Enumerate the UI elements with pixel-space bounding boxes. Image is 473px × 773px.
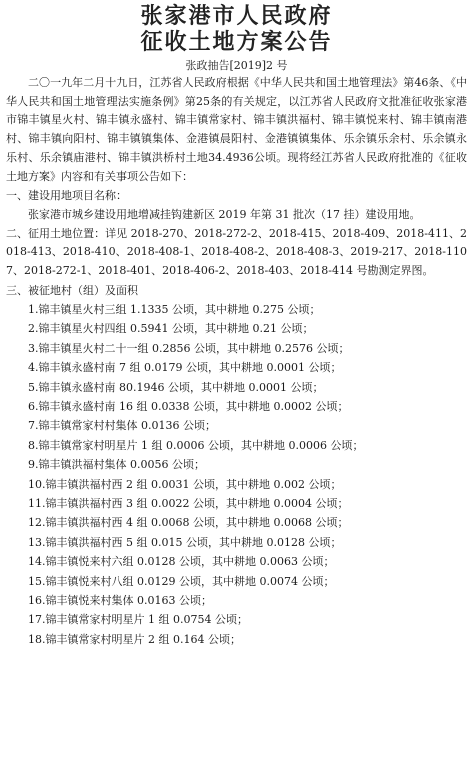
section-1-heading: 一、建设用地项目名称：	[6, 189, 127, 203]
parcel-list	[6, 300, 467, 649]
list-item: 17.锦丰镇常家村明星片 1 组 0.0754 公顷；	[28, 613, 248, 627]
section-3-heading: 三、被征地村（组）及面积	[6, 283, 138, 297]
list-item: 1.锦丰镇星火村三组 1.1335 公顷，其中耕地 0.275 公顷；	[28, 302, 321, 316]
list-item: 9.锦丰镇洪福村集体 0.0056 公顷；	[28, 458, 205, 472]
page-title-line1: 张家港市人民政府	[140, 4, 333, 29]
list-item: 8.锦丰镇常家村明星片 1 组 0.0006 公顷，其中耕地 0.0006 公顷；	[28, 438, 364, 452]
list-item: 16.锦丰镇悦来村集体 0.0163 公顷；	[28, 594, 212, 608]
list-item: 2.锦丰镇星火村四组 0.5941 公顷，其中耕地 0.21 公顷；	[28, 322, 314, 336]
list-item: 6.锦丰镇永盛村南 16 组 0.0338 公顷，其中耕地 0.0002 公顷；	[28, 399, 349, 413]
list-item: 12.锦丰镇洪福村西 4 组 0.0068 公顷，其中耕地 0.0068 公顷；	[28, 516, 349, 530]
list-item: 15.锦丰镇悦来村八组 0.0129 公顷，其中耕地 0.0074 公顷；	[28, 574, 335, 588]
list-item: 14.锦丰镇悦来村六组 0.0128 公顷，其中耕地 0.0063 公顷；	[28, 555, 335, 569]
list-item: 5.锦丰镇永盛村南 80.1946 公顷，其中耕地 0.0001 公顷；	[28, 380, 324, 394]
page-title-line2: 征收土地方案公告	[140, 30, 333, 55]
section-1-text: 张家港市城乡建设用地增减挂钩建新区 2019 年第 31 批次（17 挂）建设用地。	[28, 208, 421, 222]
section-2-heading: 二、征用土地位置：	[6, 226, 106, 240]
list-item: 10.锦丰镇洪福村西 2 组 0.0031 公顷，其中耕地 0.002 公顷；	[28, 477, 342, 491]
intro-paragraph: 二〇一九年二月十九日，江苏省人民政府根据《中华人民共和国土地管理法》第46条、《中华人民共和国土地管理法实施条例》第25条的有关规定，以江苏省人民政府文批准征收张家港市锦丰镇星火村、锦丰镇永盛村、锦丰镇常家村、锦丰镇洪福村、锦丰镇悦来村、锦丰镇南港村、锦丰镇向阳村、锦丰镇镇集体、金港镇晨阳村、金港镇镇集体、乐余镇乐余村、乐余镇永乐村、乐余镇庙港村、锦丰镇洪桥村土地34.4936公顷。现将经江苏省人民政府批准的《征收土地方案》内容和有关事项公告如下：	[6, 76, 467, 183]
list-item: 3.锦丰镇星火村二十一组 0.2856 公顷，其中耕地 0.2576 公顷；	[28, 341, 350, 355]
list-item: 11.锦丰镇洪福村西 3 组 0.0022 公顷，其中耕地 0.0004 公顷；	[28, 497, 349, 510]
section-2-text: 详见 2018-270、2018-272-2、2018-415、2018-409、2018-411、2018-413、2018-410、2018-408-1、2018-408-2、2018-408-3、2019-217、2018-1107、2018-272-1、2018-401、2018-406-2、2018-403、2018-414 号勘测定界图。	[6, 226, 467, 278]
list-item: 18.锦丰镇常家村明星片 2 组 0.164 公顷；	[28, 632, 241, 646]
list-item: 13.锦丰镇洪福村西 5 组 0.015 公顷，其中耕地 0.0128 公顷；	[28, 535, 342, 549]
section-2	[6, 225, 467, 281]
document-number: 张政抽告[2019]2 号	[185, 59, 288, 72]
list-item: 4.锦丰镇永盛村南 7 组 0.0179 公顷，其中耕地 0.0001 公顷；	[28, 361, 342, 375]
list-item: 7.锦丰镇常家村村集体 0.0136 公顷；	[28, 419, 216, 433]
